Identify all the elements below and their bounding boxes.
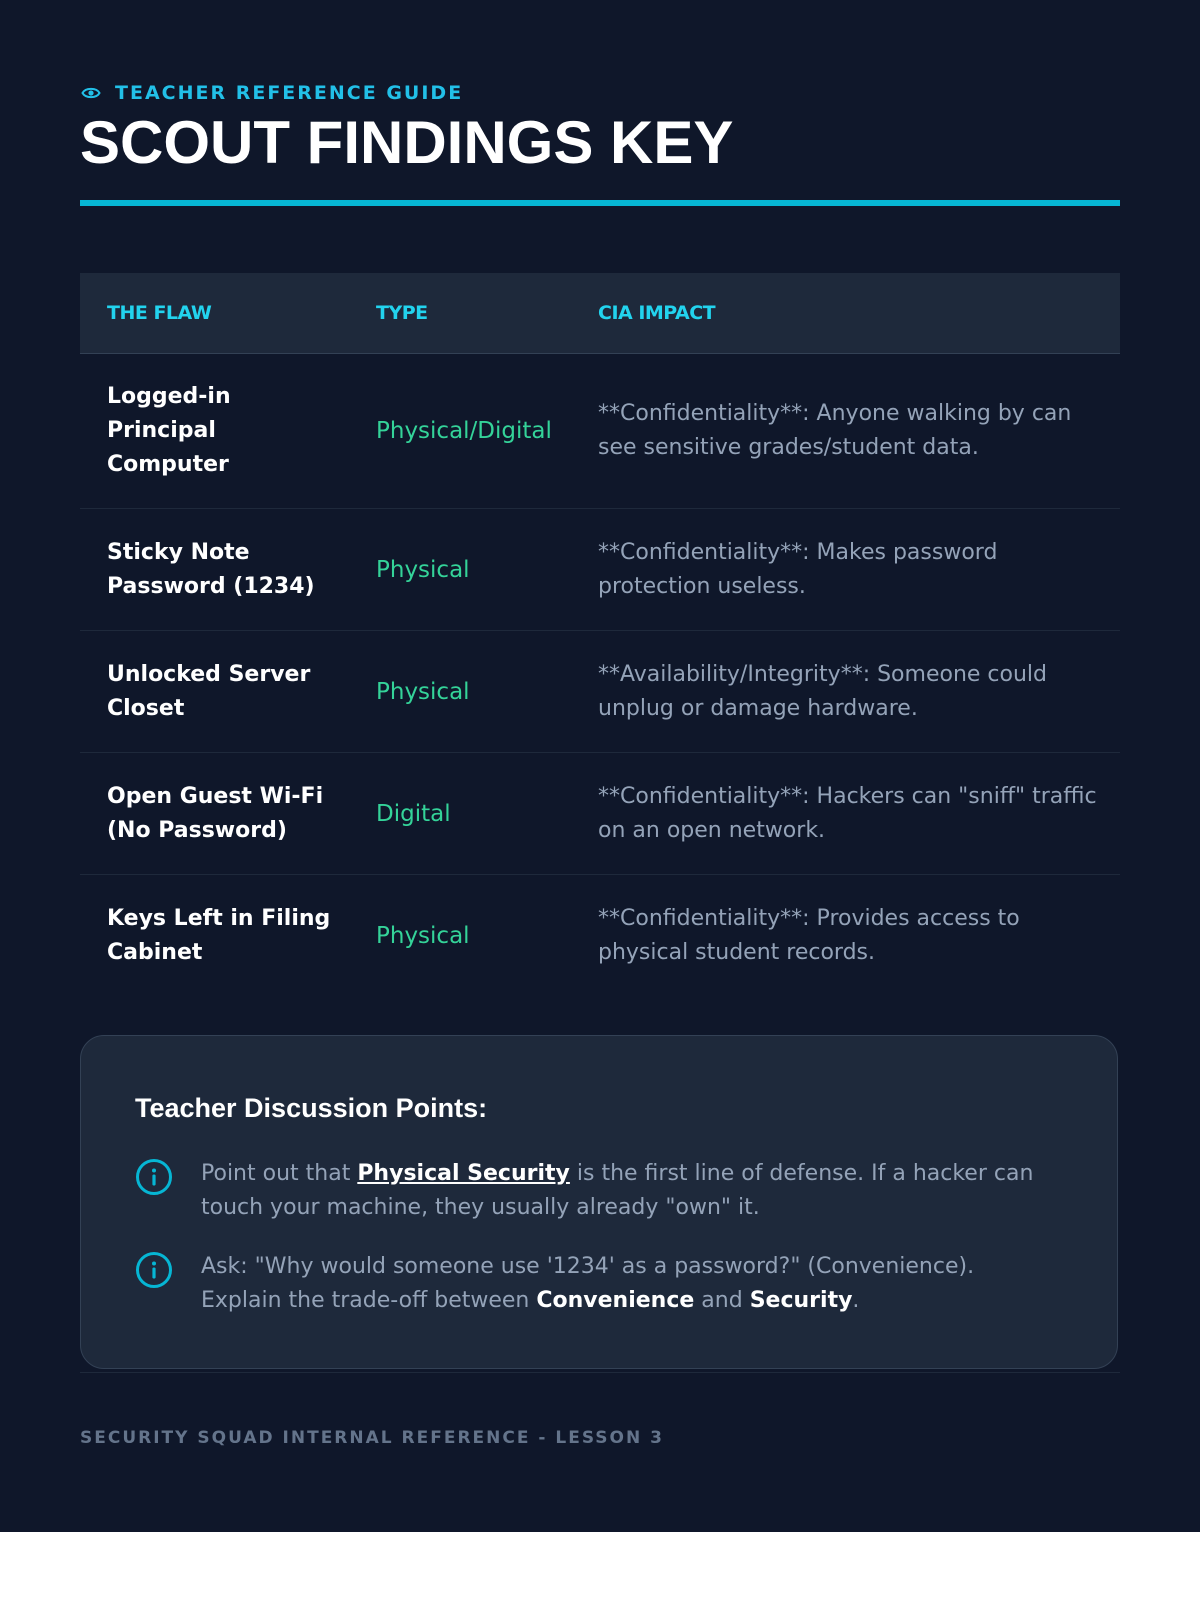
impact-cell: **Confidentiality**: Anyone walking by can see sensitive grades/student data. [598,401,1072,460]
type-cell: Physical/Digital [376,418,552,444]
eye-icon [81,83,101,103]
title-underline [80,200,1120,206]
discussion-point [135,1250,1035,1318]
info-icon [135,1158,173,1196]
table-row [80,509,1120,631]
flaw-cell: Sticky Note Password (1234) [107,539,315,599]
flaw-cell: Logged-in Principal Computer [107,384,231,477]
discussion-point [135,1157,1035,1225]
security-emphasis: Security [749,1288,853,1313]
type-cell: Physical [376,678,470,705]
table-row [80,875,1120,996]
column-header-type: TYPE [376,302,428,324]
footer-divider [80,1372,1120,1373]
physical-security-emphasis: Physical Security [357,1161,570,1186]
findings-table [80,273,1120,996]
flaw-cell: Unlocked Server Closet [107,661,311,721]
type-cell: Physical [376,556,470,583]
eyebrow [81,82,463,104]
table-row [80,354,1120,509]
type-cell: Digital [376,800,451,827]
page-title: SCOUT FINDINGS KEY [80,109,734,176]
discussion-point-text: Point out that Physical Security is the first line of defense. If a hacker can touch your machine, they usually already "own" it. [201,1161,1034,1220]
discussion-point-text: Ask: "Why would someone use '1234' as a password?" (Convenience). Explain the trade-off between Convenience and Security. [201,1254,975,1313]
table-row [80,631,1120,753]
discussion-panel [80,1035,1118,1369]
flaw-cell: Keys Left in Filing Cabinet [107,905,331,965]
convenience-emphasis: Convenience [536,1288,695,1313]
impact-cell: **Confidentiality**: Hackers can "sniff" traffic on an open network. [598,783,1097,843]
table-header [80,273,1120,354]
footer-text: SECURITY SQUAD INTERNAL REFERENCE - LESSON 3 [80,1428,664,1448]
impact-cell: **Confidentiality**: Provides access to physical student records. [598,905,1020,965]
impact-cell: **Confidentiality**: Makes password protection useless. [598,539,998,599]
info-icon [135,1251,173,1289]
column-header-flaw: THE FLAW [107,302,212,324]
eyebrow-label: TEACHER REFERENCE GUIDE [115,82,464,104]
table-row [80,753,1120,875]
column-header-impact: CIA IMPACT [598,302,716,324]
flaw-cell: Open Guest Wi-Fi (No Password) [107,783,324,843]
type-cell: Physical [376,922,470,949]
impact-cell: **Availability/Integrity**: Someone could unplug or damage hardware. [598,661,1047,721]
discussion-title: Teacher Discussion Points: [135,1093,488,1123]
